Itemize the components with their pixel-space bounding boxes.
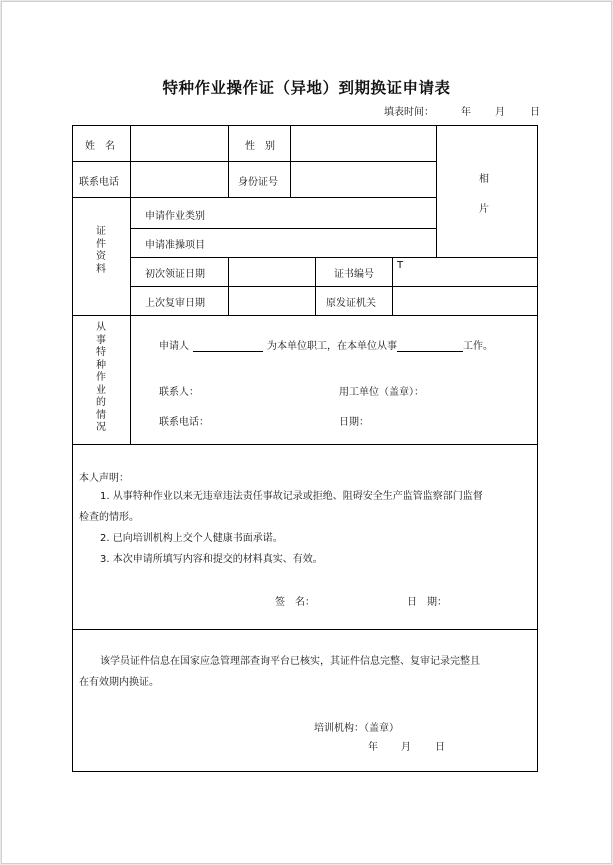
verification-year: 年 (368, 742, 378, 753)
row-divider (73, 197, 436, 198)
column-divider (228, 126, 229, 197)
photo-label-char-1: 相 (479, 174, 489, 185)
column-divider (436, 126, 437, 257)
row-divider (130, 286, 537, 287)
first-issue-date-label: 初次领证日期 (145, 269, 205, 280)
name-label: 姓 名 (85, 141, 115, 152)
declaration-heading: 本人声明： (79, 473, 129, 484)
declaration-item-1-cont: 检查的情形。 (79, 512, 139, 523)
work-date-label: 日期： (339, 417, 369, 428)
row-divider (130, 228, 436, 229)
row-divider (73, 315, 537, 316)
apply-project-label: 申请准操项目 (145, 240, 205, 251)
declaration-item-1: 1. 从事特种作业以来无违章违法责任事故记录或拒绝、阻碍安全生产监管监察部门监督 (100, 491, 483, 502)
cert-number-value: T (397, 260, 404, 271)
applicant-mid: 为本单位职工，在本单位从事 (267, 341, 397, 352)
fill-time-day: 日 (530, 107, 540, 118)
row-divider (73, 444, 537, 445)
column-divider (290, 126, 291, 197)
verification-line-2: 在有效期内换证。 (79, 677, 159, 688)
column-divider (130, 126, 131, 444)
contact-phone-label: 联系电话： (159, 417, 209, 428)
original-issuer-label: 原发证机关 (326, 298, 376, 309)
cert-number-label: 证书编号 (334, 269, 374, 280)
column-divider (315, 257, 316, 315)
application-form-table (72, 125, 538, 772)
form-title: 特种作业操作证（异地）到期换证申请表 (162, 79, 451, 97)
verification-day: 日 (435, 742, 445, 753)
applicant-name-blank (193, 351, 263, 352)
column-divider (228, 257, 229, 315)
id-number-label: 身份证号 (238, 177, 278, 188)
verification-text (79, 651, 535, 693)
declaration-items (79, 486, 535, 570)
row-divider (73, 629, 537, 630)
contact-person-label: 联系人： (159, 387, 199, 398)
training-institution-label: 培训机构：（盖章） (314, 723, 399, 734)
cert-info-label: 证件资料 (96, 226, 106, 275)
applicant-suffix: 工作。 (463, 341, 493, 352)
photo-label-char-2: 片 (479, 204, 489, 215)
declaration-date-label: 日 期： (407, 597, 447, 608)
work-type-blank (397, 351, 463, 352)
verification-month: 月 (401, 742, 411, 753)
signature-label: 签 名： (275, 597, 315, 608)
column-divider (392, 257, 393, 315)
apply-category-label: 申请作业类别 (145, 211, 205, 222)
declaration-item-2: 2. 已向培训机构上交个人健康书面承诺。 (100, 533, 283, 544)
last-review-date-label: 上次复审日期 (145, 298, 205, 309)
fill-time-label: 填表时间： (384, 107, 434, 118)
fill-time-month: 月 (495, 107, 505, 118)
fill-time-year: 年 (461, 107, 471, 118)
phone-label: 联系电话 (79, 177, 119, 188)
declaration-item-3: 3. 本次申请所填写内容和提交的材料真实、有效。 (100, 554, 323, 565)
applicant-sentence (159, 337, 493, 352)
gender-label: 性 别 (245, 141, 275, 152)
row-divider (73, 161, 436, 162)
work-section-label: 从事特种作业的情况 (96, 322, 106, 433)
row-divider (130, 257, 537, 258)
applicant-prefix: 申请人 (159, 341, 189, 352)
employer-label: 用工单位（盖章）： (339, 387, 424, 398)
verification-line-1: 该学员证件信息在国家应急管理部查询平台已核实，其证件信息完整、复审记录完整且 (100, 656, 480, 667)
